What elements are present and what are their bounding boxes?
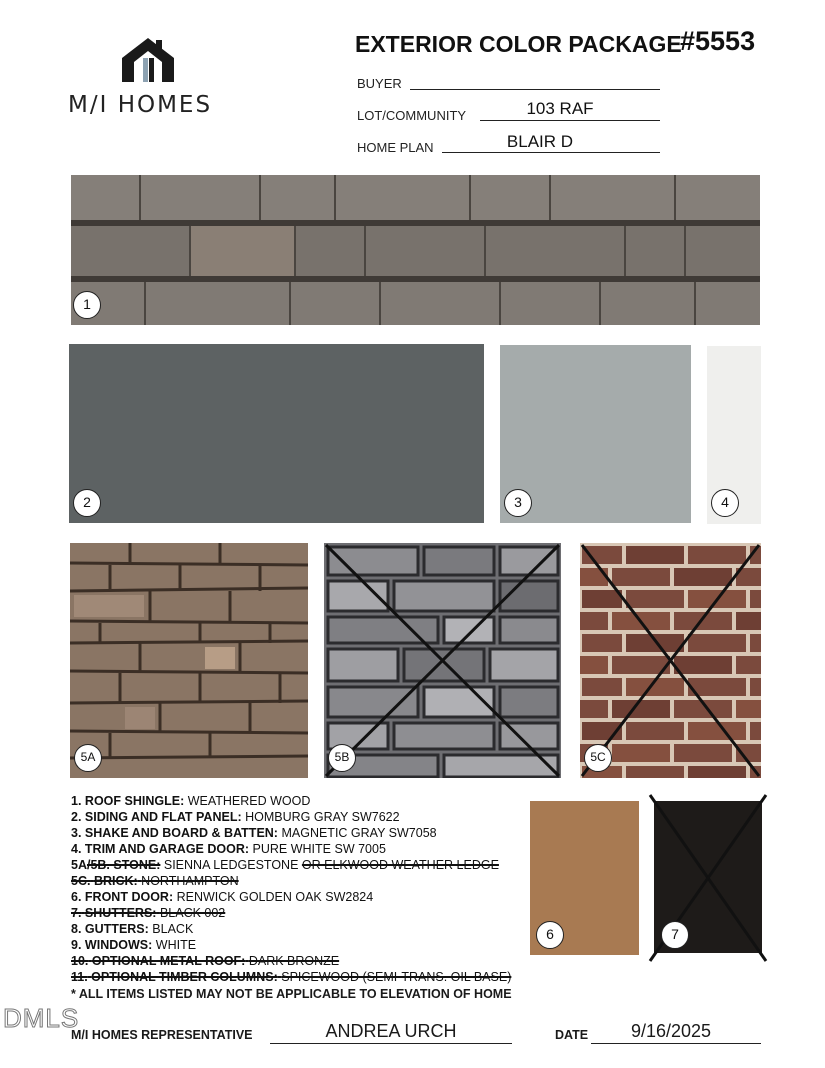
- legend-item: 8. GUTTERS: BLACK: [71, 922, 194, 936]
- siding-badge: 2: [73, 489, 101, 517]
- legend-item-struck: 10. OPTIONAL METAL ROOF: DARK BRONZE: [71, 954, 340, 968]
- mls-watermark: DMLS: [3, 1003, 80, 1033]
- siding-swatch: [69, 344, 484, 523]
- house-logo-icon: [120, 36, 176, 84]
- legend-item: 3. SHAKE AND BOARD & BATTEN: MAGNETIC GRAY SW7058: [71, 826, 437, 840]
- shake-badge: 3: [504, 489, 532, 517]
- legend-item: 5A/5B. STONE: SIENNA LEDGESTONE OR ELKWOOD WEATHER LEDGE: [71, 858, 499, 872]
- home-plan-line: [442, 152, 660, 153]
- legend-item: 2. SIDING AND FLAT PANEL: HOMBURG GRAY SW7622: [71, 810, 400, 824]
- buyer-label: BUYER: [357, 76, 402, 91]
- stacked-stone-texture: [324, 543, 561, 778]
- color-legend: [71, 793, 541, 1002]
- legend-item-struck: 5C. BRICK: NORTHAMPTON: [71, 874, 239, 888]
- brick-texture: [580, 543, 761, 778]
- representative-value: ANDREA URCH: [325, 1021, 457, 1041]
- trim-swatch: [707, 346, 761, 524]
- stone-5b-swatch: [324, 543, 561, 778]
- date-label: DATE: [555, 1028, 589, 1042]
- front-door-swatch: [530, 801, 639, 955]
- brick-5c-swatch: [580, 543, 761, 778]
- shake-swatch: [500, 345, 691, 523]
- legend-item: 9. WINDOWS: WHITE: [71, 938, 197, 952]
- representative-label: M/I HOMES REPRESENTATIVE: [71, 1028, 253, 1042]
- brick-5c-badge: 5C: [584, 744, 612, 772]
- applicability-note: * ALL ITEMS LISTED MAY NOT BE APPLICABLE TO ELEVATION OF HOME: [71, 987, 512, 1001]
- legend-item-struck: 7. SHUTTERS: BLACK 002: [71, 906, 226, 920]
- home-plan-value: BLAIR D: [506, 132, 574, 151]
- package-number: #5553: [680, 26, 756, 56]
- representative-line: [270, 1043, 512, 1044]
- legend-item: 6. FRONT DOOR: RENWICK GOLDEN OAK SW2824: [71, 890, 374, 904]
- logo-wordmark: M/I HOMES: [68, 92, 213, 118]
- page-title: EXTERIOR COLOR PACKAGE: [355, 31, 682, 57]
- home-plan-label: HOME PLAN: [357, 140, 434, 155]
- lot-community-line: [480, 120, 660, 121]
- ledgestone-texture: [70, 543, 308, 778]
- legend-item-struck: 11. OPTIONAL TIMBER COLUMNS: SPICEWOOD (SEMI-TRANS. OIL BASE): [71, 970, 512, 984]
- shutters-swatch: [648, 793, 768, 963]
- front-door-badge: 6: [536, 921, 564, 949]
- stone-5a-badge: 5A: [74, 744, 102, 772]
- stone-5a-swatch: [70, 543, 308, 778]
- buyer-line: [410, 89, 660, 90]
- lot-community-value: 103 RAF: [526, 99, 594, 118]
- legend-item: 1. ROOF SHINGLE: WEATHERED WOOD: [71, 794, 311, 808]
- lot-community-label: LOT/COMMUNITY: [357, 108, 467, 123]
- roof-shingle-badge: 1: [73, 291, 101, 319]
- shutters-badge: 7: [661, 921, 689, 949]
- roof-shingle-swatch: [71, 175, 760, 325]
- date-line: [591, 1043, 761, 1044]
- trim-badge: 4: [711, 489, 739, 517]
- date-value: 9/16/2025: [630, 1021, 712, 1041]
- stone-5b-badge: 5B: [328, 744, 356, 772]
- company-logo: [66, 36, 236, 126]
- legend-item: 4. TRIM AND GARAGE DOOR: PURE WHITE SW 7005: [71, 842, 386, 856]
